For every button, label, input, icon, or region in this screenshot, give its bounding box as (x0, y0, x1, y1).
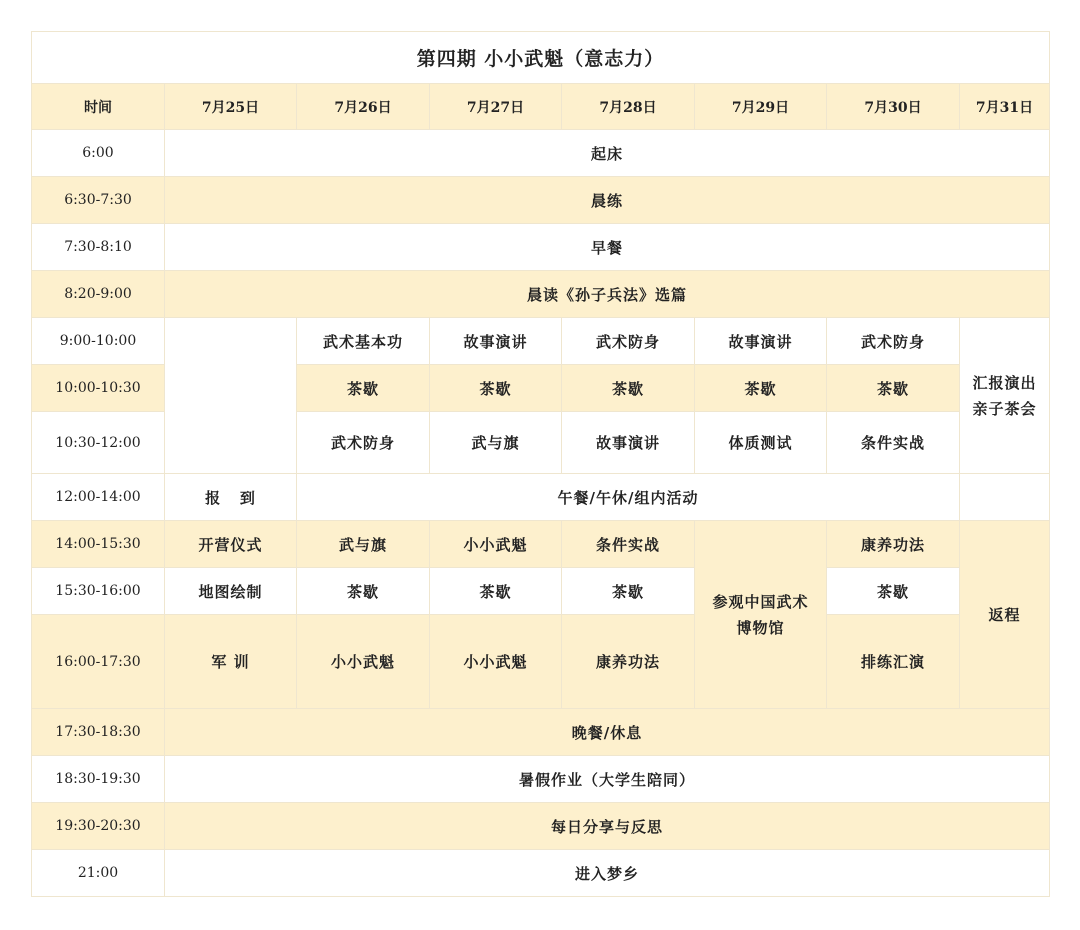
report-cell: 报 到 (165, 474, 297, 521)
empty-cell (165, 318, 297, 474)
activity-cell: 武与旗 (297, 521, 430, 568)
museum-line: 博物馆 (736, 618, 785, 637)
activity-cell: 条件实战 (827, 412, 960, 474)
tea-break-cell: 茶歇 (430, 568, 562, 615)
header-day: 7月27日 (430, 84, 562, 130)
time-cell: 6:00 (32, 130, 165, 177)
time-cell: 6:30-7:30 (32, 177, 165, 224)
time-cell: 16:00-17:30 (32, 615, 165, 709)
activity-cell: 故事演讲 (430, 318, 562, 365)
activity-cell: 开营仪式 (165, 521, 297, 568)
activity-cell: 小小武魁 (430, 521, 562, 568)
activity-cell: 武术防身 (562, 318, 695, 365)
header-day: 7月25日 (165, 84, 297, 130)
activity-cell: 故事演讲 (562, 412, 695, 474)
tea-break-cell: 茶歇 (562, 568, 695, 615)
tea-break-cell: 茶歇 (827, 365, 960, 412)
tea-break-cell: 茶歇 (430, 365, 562, 412)
activity-cell: 小小武魁 (430, 615, 562, 709)
activity-cell: 武术防身 (827, 318, 960, 365)
daily-activity: 起床 (165, 130, 1050, 177)
return-trip-cell: 返程 (960, 521, 1050, 709)
daily-activity: 晚餐/休息 (165, 709, 1050, 756)
activity-cell: 武术防身 (297, 412, 430, 474)
header-day: 7月30日 (827, 84, 960, 130)
tea-break-cell: 茶歇 (695, 365, 827, 412)
time-cell: 7:30-8:10 (32, 224, 165, 271)
time-cell: 10:00-10:30 (32, 365, 165, 412)
time-cell: 14:00-15:30 (32, 521, 165, 568)
time-cell: 9:00-10:00 (32, 318, 165, 365)
time-cell: 8:20-9:00 (32, 271, 165, 318)
activity-cell: 排练汇演 (827, 615, 960, 709)
daily-activity: 晨读《孙子兵法》选篇 (165, 271, 1050, 318)
header-day: 7月31日 (960, 84, 1050, 130)
schedule-table (31, 31, 1050, 897)
time-cell: 15:30-16:00 (32, 568, 165, 615)
time-cell: 19:30-20:30 (32, 803, 165, 850)
empty-cell (960, 474, 1050, 521)
tea-break-cell: 茶歇 (562, 365, 695, 412)
museum-line: 参观中国武术 (712, 592, 809, 611)
tea-break-cell: 茶歇 (297, 365, 430, 412)
activity-cell: 小小武魁 (297, 615, 430, 709)
tea-break-cell: 茶歇 (297, 568, 430, 615)
daily-activity: 进入梦乡 (165, 850, 1050, 897)
activity-cell: 故事演讲 (695, 318, 827, 365)
time-cell: 17:30-18:30 (32, 709, 165, 756)
time-cell: 18:30-19:30 (32, 756, 165, 803)
daily-activity: 早餐 (165, 224, 1050, 271)
activity-cell: 武术基本功 (297, 318, 430, 365)
day7-morning-line: 亲子茶会 (972, 399, 1037, 418)
day7-morning-cell (960, 318, 1050, 474)
time-cell: 12:00-14:00 (32, 474, 165, 521)
daily-activity: 每日分享与反思 (165, 803, 1050, 850)
daily-activity: 暑假作业（大学生陪同） (165, 756, 1050, 803)
activity-cell: 武与旗 (430, 412, 562, 474)
museum-visit-cell (695, 521, 827, 709)
activity-cell: 康养功法 (827, 521, 960, 568)
activity-cell: 康养功法 (562, 615, 695, 709)
activity-cell: 体质测试 (695, 412, 827, 474)
lunch-cell: 午餐/午休/组内活动 (297, 474, 960, 521)
day7-morning-line: 汇报演出 (972, 373, 1037, 392)
header-time: 时间 (32, 84, 165, 130)
activity-cell: 军 训 (165, 615, 297, 709)
header-day: 7月29日 (695, 84, 827, 130)
activity-cell: 条件实战 (562, 521, 695, 568)
time-cell: 21:00 (32, 850, 165, 897)
header-day: 7月26日 (297, 84, 430, 130)
activity-cell: 地图绘制 (165, 568, 297, 615)
header-day: 7月28日 (562, 84, 695, 130)
time-cell: 10:30-12:00 (32, 412, 165, 474)
schedule-title: 第四期 小小武魁（意志力） (32, 32, 1050, 84)
daily-activity: 晨练 (165, 177, 1050, 224)
tea-break-cell: 茶歇 (827, 568, 960, 615)
